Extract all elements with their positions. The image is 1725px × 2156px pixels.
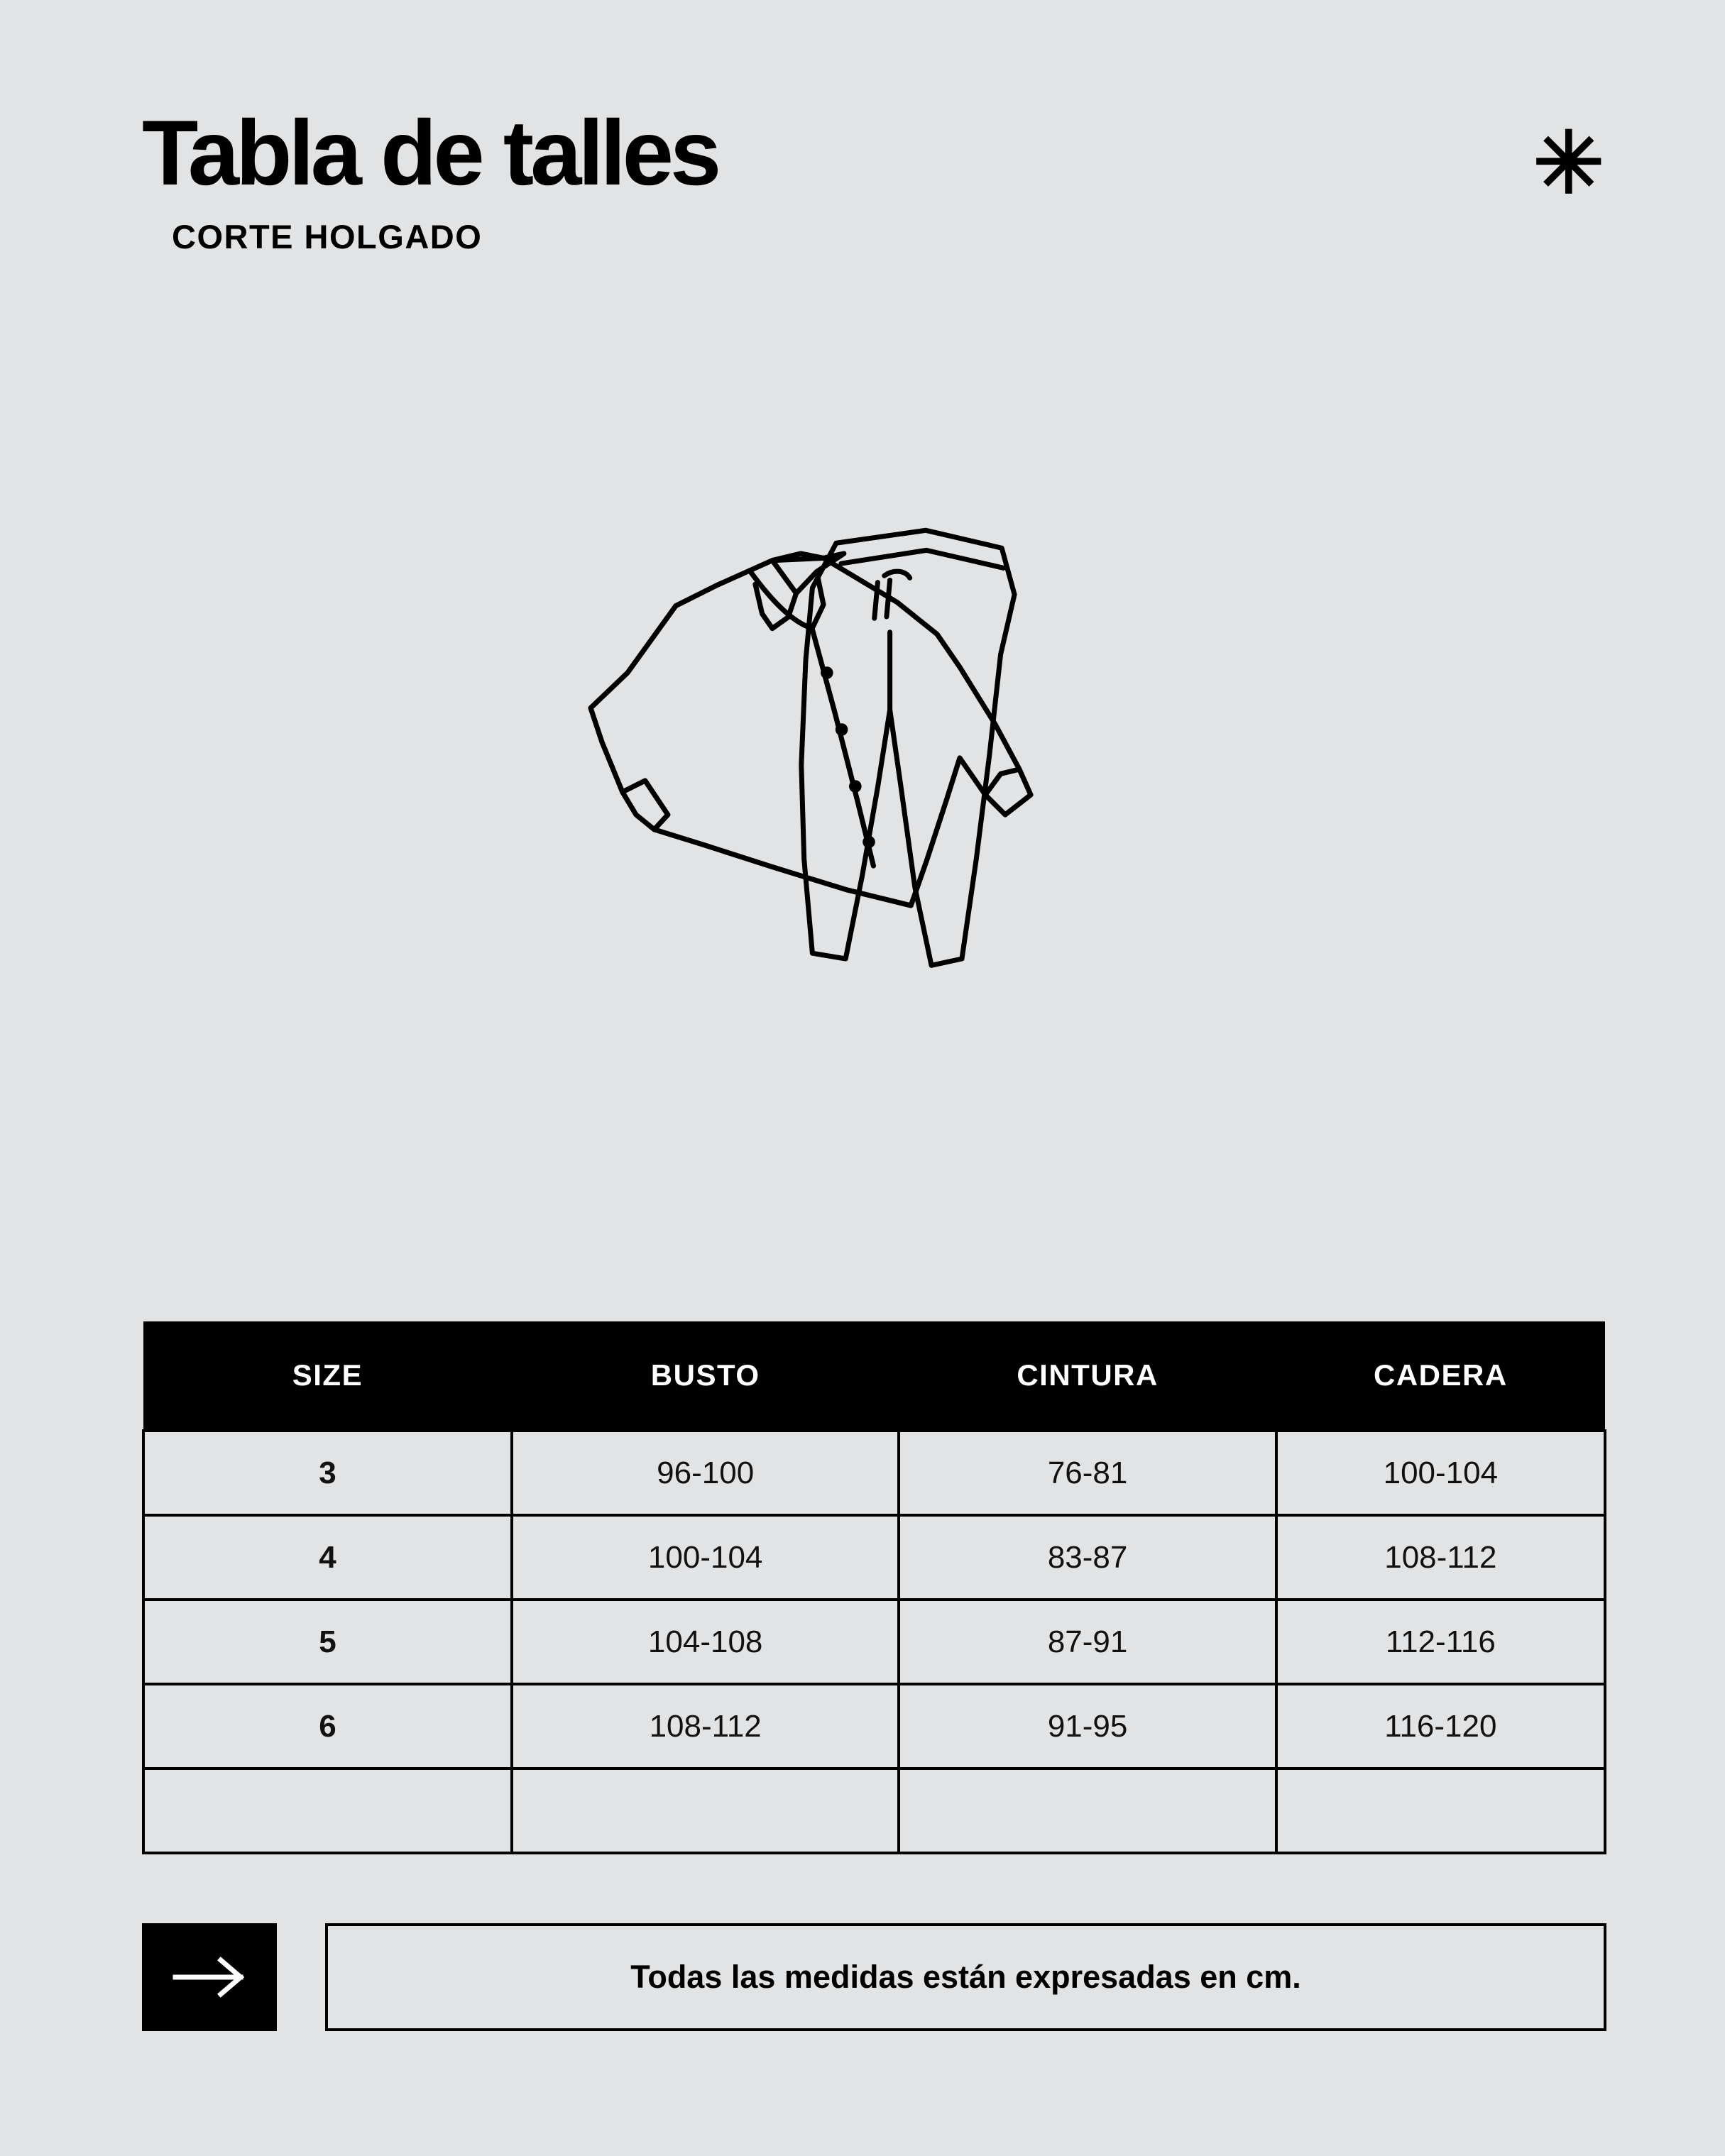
cell-cadera: 112-116 <box>1276 1600 1605 1684</box>
footer <box>142 1923 1606 2031</box>
table-row <box>143 1684 1605 1769</box>
cell-size: 4 <box>143 1515 512 1600</box>
size-table <box>142 1321 1606 1854</box>
measurement-note-box <box>325 1923 1606 2031</box>
page-title: Tabla de talles <box>142 101 718 204</box>
table-header-row <box>143 1321 1605 1431</box>
cell-cadera: 100-104 <box>1276 1431 1605 1515</box>
cell-size: 3 <box>143 1431 512 1515</box>
asterisk-icon: ✳ <box>1533 116 1604 211</box>
cell-cadera <box>1276 1769 1605 1853</box>
table-header <box>143 1321 1605 1431</box>
cell-cadera: 116-120 <box>1276 1684 1605 1769</box>
cell-busto: 104-108 <box>512 1600 899 1684</box>
size-table-container <box>142 1321 1606 1854</box>
page-header <box>142 101 1604 256</box>
column-header-busto: BUSTO <box>512 1321 899 1431</box>
cell-busto: 100-104 <box>512 1515 899 1600</box>
table-row <box>143 1515 1605 1600</box>
cell-cintura: 83-87 <box>899 1515 1276 1600</box>
cell-size: 5 <box>143 1600 512 1684</box>
cell-size: 6 <box>143 1684 512 1769</box>
pajama-set-illustration <box>454 369 1306 1221</box>
cell-cintura: 76-81 <box>899 1431 1276 1515</box>
table-row-empty <box>143 1769 1605 1853</box>
cell-cintura <box>899 1769 1276 1853</box>
cell-cintura: 91-95 <box>899 1684 1276 1769</box>
arrow-right-icon <box>172 1954 246 2000</box>
cell-busto <box>512 1769 899 1853</box>
table-row <box>143 1600 1605 1684</box>
cell-busto: 108-112 <box>512 1684 899 1769</box>
arrow-right-button[interactable] <box>142 1923 277 2031</box>
cell-size <box>143 1769 512 1853</box>
page-subtitle: CORTE HOLGADO <box>172 218 483 255</box>
pants-shape <box>801 530 1014 965</box>
column-header-cadera: CADERA <box>1276 1321 1605 1431</box>
cell-busto: 96-100 <box>512 1431 899 1515</box>
cell-cadera: 108-112 <box>1276 1515 1605 1600</box>
table-body <box>143 1431 1605 1853</box>
cell-cintura: 87-91 <box>899 1600 1276 1684</box>
column-header-cintura: CINTURA <box>899 1321 1276 1431</box>
measurement-note: Todas las medidas están expresadas en cm. <box>630 1959 1301 1995</box>
column-header-size: SIZE <box>143 1321 512 1431</box>
table-row <box>143 1431 1605 1515</box>
